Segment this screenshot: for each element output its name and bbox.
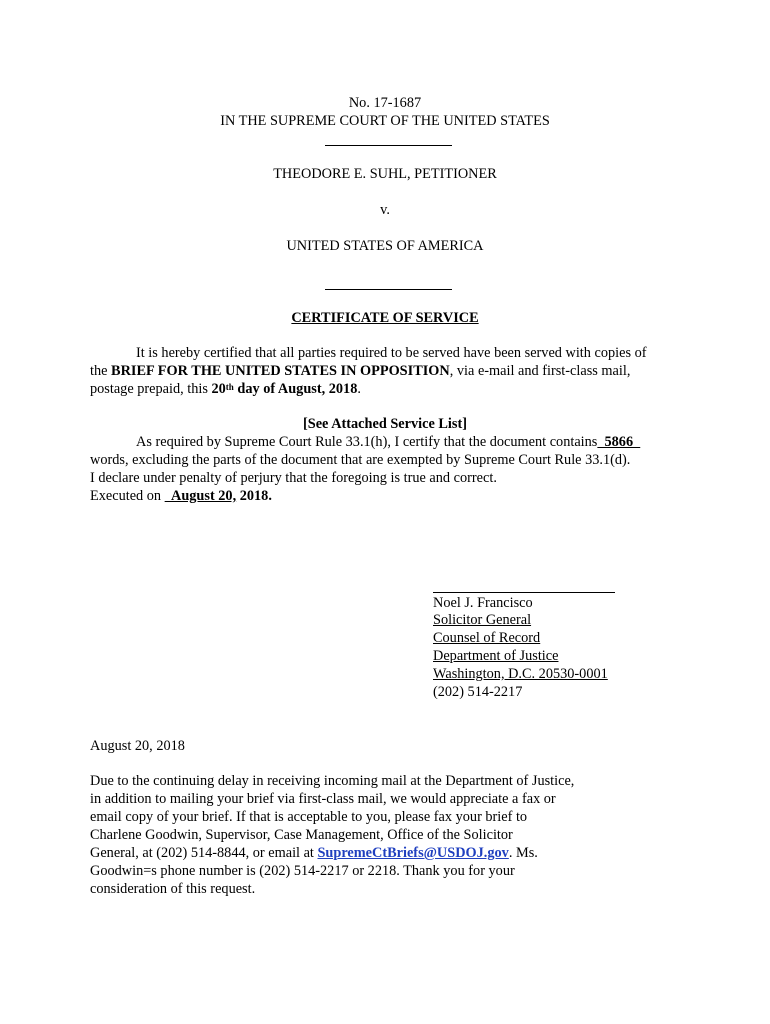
letter-line-7: consideration of this request. — [90, 881, 256, 897]
case-number: No. 17-1687 — [348, 95, 422, 111]
respondent-line: UNITED STATES OF AMERICA — [286, 238, 484, 254]
word-count-line-2: words, excluding the parts of the document that are exempted by Supreme Court Rule 33.1(d). — [90, 452, 631, 468]
service-list-note: [See Attached Service List] — [303, 416, 467, 432]
signer-address: Washington, D.C. 20530-0001 — [433, 666, 608, 682]
executed-line: Executed on August 20, 2018. — [90, 488, 272, 504]
letter-line-6: Goodwin=s phone number is (202) 514-2217 or 2218. Thank you for your — [90, 863, 515, 879]
signer-name: Noel J. Francisco — [433, 595, 533, 611]
letter-line-1: Due to the continuing delay in receiving incoming mail at the Department of Justice, — [90, 773, 575, 789]
word-count-line-1: As required by Supreme Court Rule 33.1(h), I certify that the document contains 5866 — [136, 434, 641, 450]
signer-phone: (202) 514-2217 — [433, 684, 523, 700]
service-date: 20th day of August, 2018 — [211, 381, 358, 397]
certificate-title: CERTIFICATE OF SERVICE — [291, 310, 479, 326]
signature-line — [433, 592, 615, 593]
signer-role: Counsel of Record — [433, 630, 541, 646]
email-link[interactable]: SupremeCtBriefs@USDOJ.gov — [317, 845, 509, 861]
letter-date: August 20, 2018 — [90, 738, 185, 754]
petitioner-line: THEODORE E. SUHL, PETITIONER — [273, 166, 497, 182]
executed-date: August 20, — [164, 488, 237, 504]
perjury-declaration: I declare under penalty of perjury that the foregoing is true and correct. — [90, 470, 497, 486]
caption-divider — [325, 145, 452, 146]
letter-line-3: email copy of your brief. If that is acceptable to you, please fax your brief to — [90, 809, 528, 825]
letter-line-4: Charlene Goodwin, Supervisor, Case Management, Office of the Solicitor — [90, 827, 513, 843]
letter-line-5: General, at (202) 514-8844, or email at SupremeCtBriefs@USDOJ.gov. Ms. — [90, 845, 538, 861]
signer-department: Department of Justice — [433, 648, 559, 664]
letter-line-2: in addition to mailing your brief via first-class mail, we would appreciate a fax or — [90, 791, 556, 807]
versus-line: v. — [380, 202, 390, 218]
caption-divider-2 — [325, 289, 452, 290]
brief-title: BRIEF FOR THE UNITED STATES IN OPPOSITION — [111, 363, 450, 379]
court-name: IN THE SUPREME COURT OF THE UNITED STATES — [220, 113, 550, 129]
signer-title: Solicitor General — [433, 612, 532, 628]
certificate-paragraph-line-1: It is hereby certified that all parties required to be served have been served with copies of — [136, 345, 647, 361]
word-count-value: 5866 — [597, 434, 641, 450]
certificate-paragraph-line-2: the BRIEF FOR THE UNITED STATES IN OPPOSITION, via e-mail and first-class mail, — [90, 363, 631, 379]
certificate-paragraph-line-3: postage prepaid, this 20th day of August, 2018. — [90, 381, 361, 397]
